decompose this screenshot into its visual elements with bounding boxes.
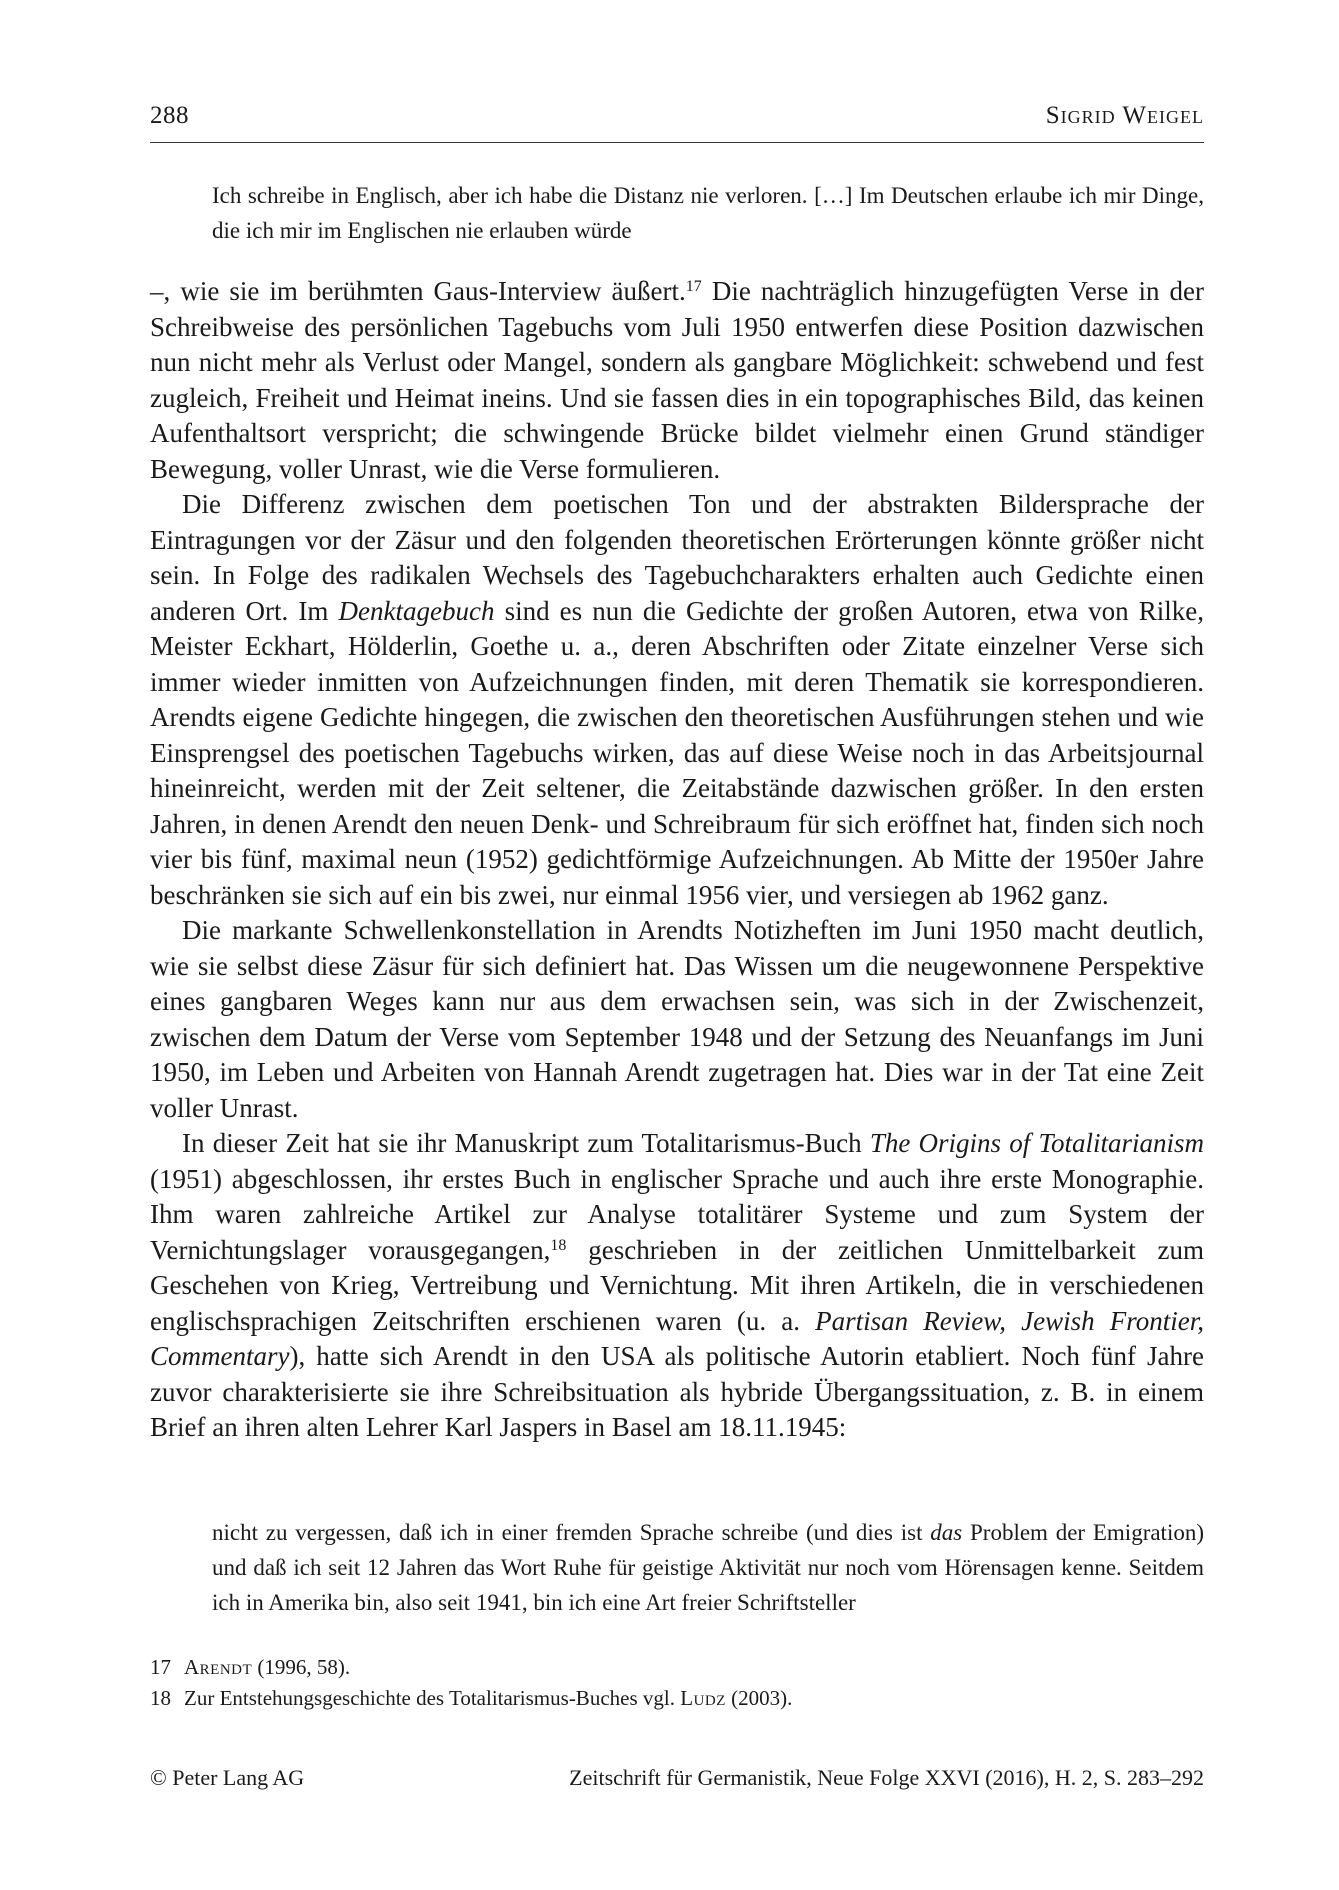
footnotes	[150, 1652, 1204, 1714]
paragraph-2-italic: Denktagebuch	[338, 595, 495, 626]
footnote-number: 17	[150, 1655, 171, 1679]
footnote-17	[150, 1652, 1204, 1683]
running-head-author: Sigrid Weigel	[1045, 102, 1204, 129]
block-quote-1-text: Ich schreibe in Englisch, aber ich habe die Distanz nie verloren. […] Im Deutschen erlaube ich mir Dinge, die ich mir im Englischen nie erlauben würde	[212, 183, 1204, 243]
paragraph-4-text-b: (1951) abgeschlossen, ihr erstes Buch in englischer Sprache und auch ihre erste Monographie. Ihm waren zahlreiche Artikel zur Analyse totalitärer Systeme und zum System der Vernichtungslager vorausgegangen,	[150, 1163, 1204, 1265]
block-quote-2-text	[212, 1515, 1204, 1620]
footnote-number: 18	[150, 1686, 171, 1710]
paragraph-2-text-a: Die Differenz zwischen dem poetischen Ton und der abstrakten Bildersprache der Eintragungen vor der Zäsur und den folgenden theoretischen Erörterungen könnte größer nicht sein. In Folge des radikalen Wechsels des Tagebuchcharakters erhalten auch Gedichte einen anderen Ort. Im	[150, 489, 1204, 626]
footer-journal: Zeitschrift für Germanistik, Neue Folge XXVI (2016), H. 2, S. 283–292	[569, 1765, 1204, 1790]
footnote-text: (1996, 58).	[252, 1655, 351, 1679]
paragraph-4	[150, 1126, 1204, 1446]
paragraph-1	[150, 274, 1204, 487]
page-number: 288	[150, 102, 189, 129]
footnote-ref-17[interactable]: 17	[685, 278, 702, 295]
block-quote-2	[212, 1515, 1204, 1620]
paragraph-4-italic-journals: Partisan Review, Jewish Frontier, Commentary	[150, 1305, 1204, 1371]
footnote-18	[150, 1683, 1204, 1714]
footnote-text: (2003).	[725, 1686, 793, 1710]
running-head	[150, 100, 1204, 143]
paragraph-2-text-b: sind es nun die Gedichte der großen Autoren, etwa von Rilke, Meister Eckhart, Hölderlin, Goethe u. a., deren Abschriften oder Zitate einzelner Verse sich immer wieder inmitten von Aufzeichnungen finden, mit deren Thematik sie korrespondieren. Arendts eigene Gedichte hingegen, die zwischen den theoretischen Ausführungen stehen und wie Einsprengsel des poetischen Tagebuchs wirken, das auf diese Weise noch in das Arbeitsjournal hineinreicht, werden mit der Zeit seltener, die Zeitabstände dazwischen größer. In den ersten Jahren, in denen Arendt den neuen Denk- und Schreibraum für sich eröffnet hat, finden sich noch vier bis fünf, maximal neun (1952) gedichtförmige Aufzeichnungen. Ab Mitte der 1950er Jahre beschränken sie sich auf ein bis zwei, nur einmal 1956 vier, und versiegen ab 1962 ganz.	[150, 595, 1204, 910]
body-text	[150, 274, 1204, 1446]
block-quote-2-text-a: nicht zu vergessen, daß ich in einer fremden Sprache schreibe (und dies ist	[212, 1520, 931, 1545]
paragraph-2	[150, 487, 1204, 913]
block-quote-2-italic: das	[930, 1520, 963, 1545]
page	[150, 0, 1204, 1890]
paragraph-4-text-a: In dieser Zeit hat sie ihr Manuskript zum Totalitarismus-Buch	[182, 1128, 870, 1158]
block-quote-1	[212, 178, 1204, 248]
paragraph-1-text-b: Die nachträglich hinzugefügten Verse in der Schreibweise des persönlichen Tagebuchs vom Juli 1950 entwerfen diese Position dazwischen nun nicht mehr als Verlust oder Mangel, sondern als gangbare Möglichkeit: schwebend und fest zugleich, Freiheit und Heimat ineins. Und sie fassen dies in ein topographisches Bild, das keinen Aufenthaltsort verspricht; die schwingende Brücke bildet vielmehr einen Grund ständiger Bewegung, voller Unrast, wie die Verse formulieren.	[150, 276, 1204, 484]
footnote-author: Arendt	[184, 1655, 253, 1679]
footnote-text-pre: Zur Entstehungsgeschichte des Totalitarismus-Buches vgl.	[184, 1686, 681, 1710]
paragraph-4-italic-title: The Origins of Totalitarianism	[869, 1128, 1204, 1158]
paragraph-4-text-c: geschrieben in der zeitlichen Unmittelbarkeit zum Geschehen von Krieg, Vertreibung und Vernichtung. Mit ihren Artikeln, die in verschiedenen englischsprachigen Zeitschriften erschienen waren (u. a.	[150, 1234, 1204, 1336]
footnote-ref-18[interactable]: 18	[550, 1236, 567, 1254]
paragraph-4-text-d: ), hatte sich Arendt in den USA als politische Autorin etabliert. Noch fünf Jahre zuvor charakterisierte sie ihre Schreibsituation als hybride Übergangssituation, z. B. in einem Brief an ihren alten Lehrer Karl Jaspers in Basel am 18.11.1945:	[150, 1341, 1204, 1442]
paragraph-1-text-a: –, wie sie im berühmten Gaus-Interview äußert.	[150, 276, 686, 306]
footer-copyright: © Peter Lang AG	[150, 1765, 305, 1790]
paragraph-3: Die markante Schwellenkonstellation in Arendts Notizheften im Juni 1950 macht deutlich, wie sie selbst diese Zäsur für sich definiert hat. Das Wissen um die neugewonnene Perspektive eines gangbaren Weges kann nur aus dem erwachsen sein, was sich in der Zwischenzeit, zwischen dem Datum der Verse vom September 1948 und der Setzung des Neuanfangs im Juni 1950, im Leben und Arbeiten von Hannah Arendt zugetragen hat. Dies war in der Tat eine Zeit voller Unrast.	[150, 915, 1204, 1123]
footnote-author: Ludz	[680, 1686, 726, 1710]
block-quote-2-text-b: Problem der Emigration) und daß ich seit 12 Jahren das Wort Ruhe für geistige Aktivität nur noch vom Hörensagen kenne. Seitdem ich in Amerika bin, also seit 1941, bin ich eine Art freier Schriftsteller	[212, 1520, 1204, 1615]
